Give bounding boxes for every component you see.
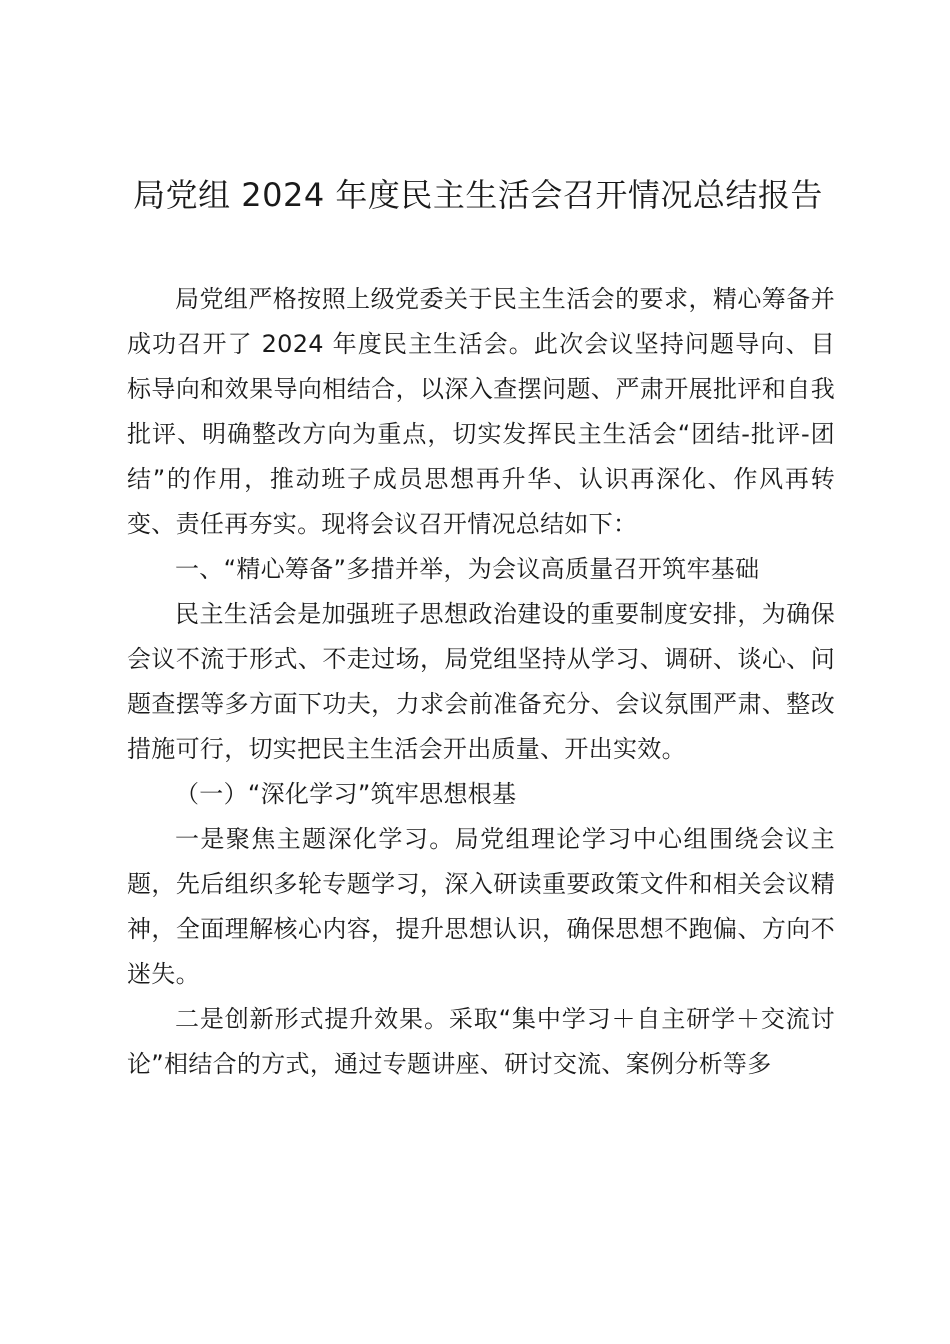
intro-paragraph: 局党组严格按照上级党委关于民主生活会的要求，精心筹备并成功召开了 2024 年度民主生活会。此次会议坚持问题导向、目标导向和效果导向相结合，以深入查摆问题、严肃开展批评和自我批评、明确整改方向为重点，切实发挥民主生活会“团结-批评-团结”的作用，推动班子成员思想再升华、认识再深化、作风再转变、责任再夯实。现将会议召开情况总结如下： [127, 285, 835, 538]
document-title: 局党组 2024 年度民主生活会召开情况总结报告 [133, 176, 823, 214]
section-heading-1: 一、“精心筹备”多措并举，为会议高质量召开筑牢基础 [175, 555, 760, 583]
point-2-paragraph: 二是创新形式提升效果。采取“集中学习＋自主研学＋交流讨论”相结合的方式，通过专题讲座、研讨交流、案例分析等多 [127, 1005, 835, 1078]
point-1-paragraph: 一是聚焦主题深化学习。局党组理论学习中心组围绕会议主题，先后组织多轮专题学习，深入研读重要政策文件和相关会议精神，全面理解核心内容，提升思想认识，确保思想不跑偏、方向不迷失。 [127, 825, 835, 988]
subsection-heading-1: （一）“深化学习”筑牢思想根基 [175, 780, 517, 808]
document-body [127, 277, 835, 1087]
section-1-paragraph: 民主生活会是加强班子思想政治建设的重要制度安排，为确保会议不流于形式、不走过场，局党组坚持从学习、调研、谈心、问题查摆等多方面下功夫，力求会前准备充分、会议氛围严肃、整改措施可行，切实把民主生活会开出质量、开出实效。 [127, 600, 835, 763]
